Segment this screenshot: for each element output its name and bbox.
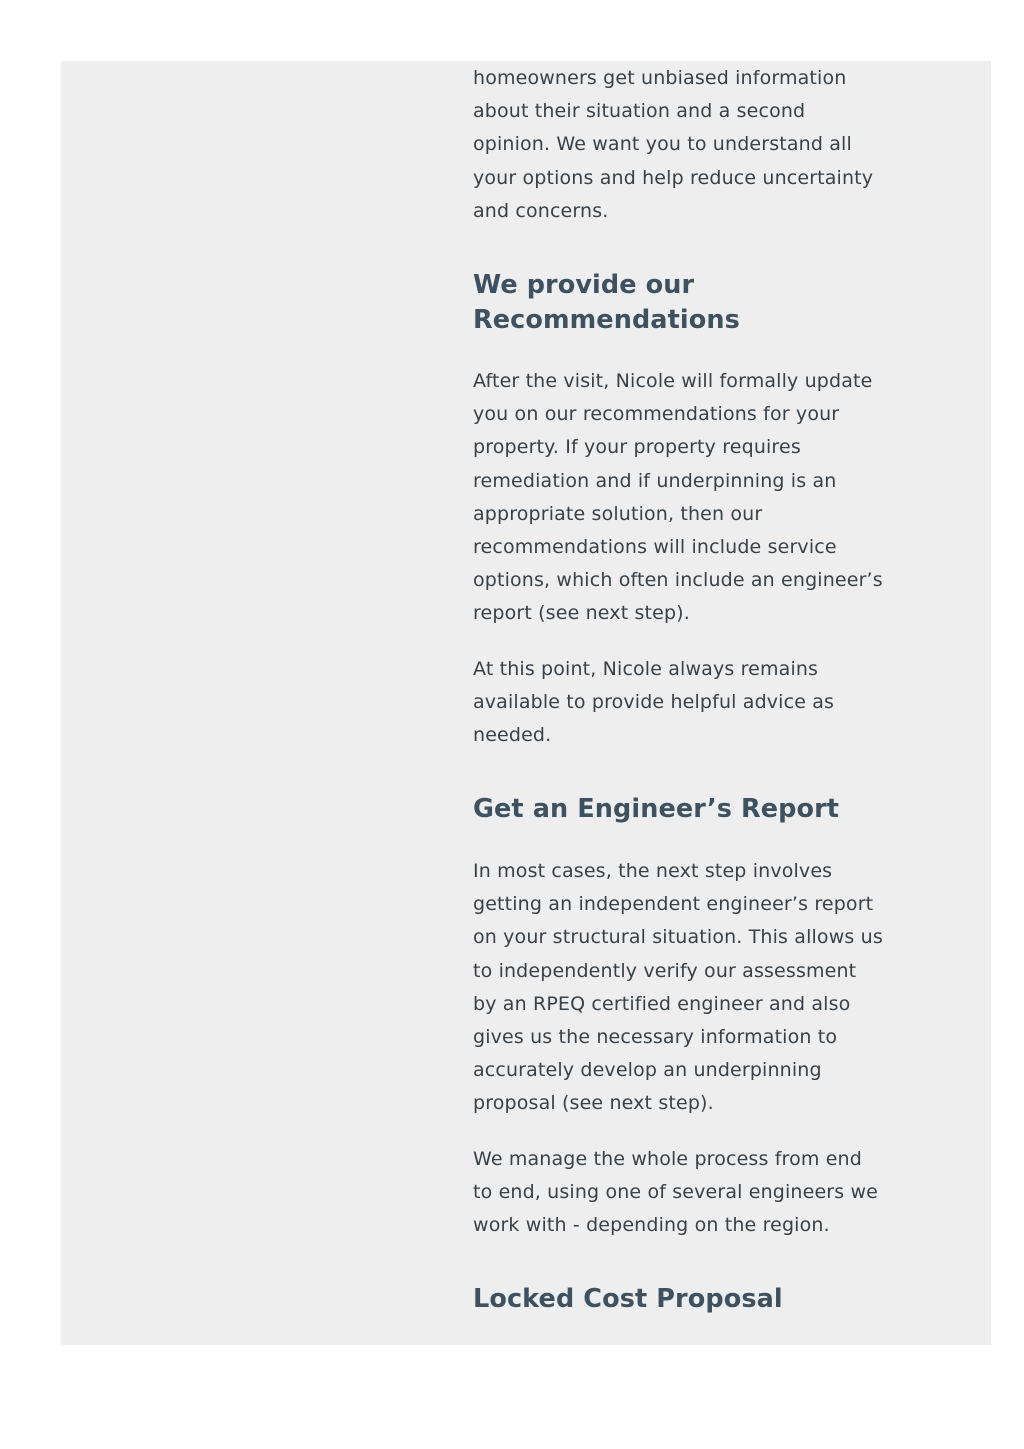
paragraph-engineers-report-2: We manage the whole process from end to end, using one of several engineers we work with - depending on the region. (473, 1148, 879, 1237)
paragraph-recommendations-1: After the visit, Nicole will formally update you on our recommendations for your property. If your property requires remediation and if underpinning is an appropriate solution, then our recommendations will include service options, which often include an engineer’s report (see next step). (473, 370, 883, 625)
paragraph-engineers-report-1: In most cases, the next step involves getting an independent engineer’s report on your structural situation. This allows us to independently verify our assessment by an RPEQ certified engineer and also gives us the necessary information to accurately develop an underpinning proposal (see next step). (473, 860, 883, 1115)
heading-locked-cost-proposal: Locked Cost Proposal (473, 1284, 783, 1314)
intro-paragraph: homeowners get unbiased information about their situation and a second opinion. We want you to understand all your options and help reduce uncertainty and concerns. (473, 67, 874, 222)
heading-engineers-report: Get an Engineer’s Report (473, 794, 840, 824)
heading-recommendations: We provide our Recommendations (473, 270, 740, 335)
paragraph-recommendations-2: At this point, Nicole always remains available to provide helpful advice as needed. (473, 658, 835, 747)
content-panel (61, 61, 991, 1345)
